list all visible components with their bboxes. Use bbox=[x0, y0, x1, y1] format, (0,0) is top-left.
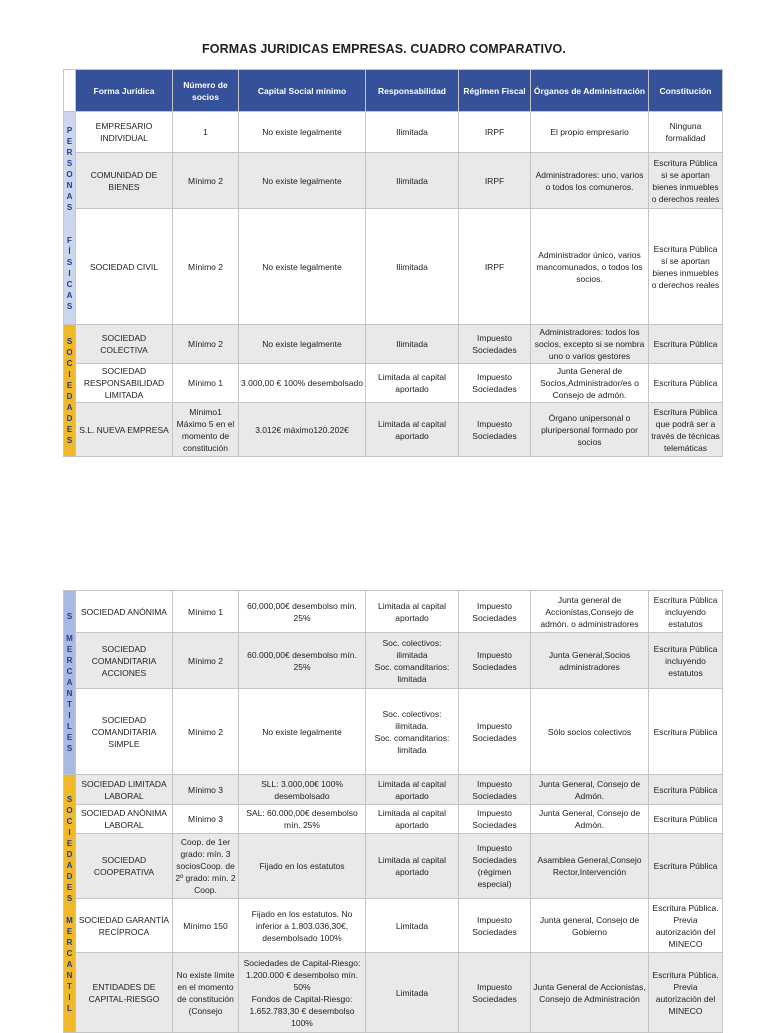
cell-responsabilidad: Ilimitada bbox=[366, 112, 459, 153]
cell-fiscal: Impuesto Sociedades bbox=[459, 325, 531, 364]
cell-socios: Mínimo 1 bbox=[173, 364, 239, 403]
cell-socios: Mínimo 2 bbox=[173, 209, 239, 325]
table-row bbox=[64, 209, 723, 325]
header-forma: Forma Jurídica bbox=[76, 70, 173, 112]
cell-forma: SOCIEDAD GARANTÍA RECÍPROCA bbox=[76, 899, 173, 953]
cell-socios: Mínimo 150 bbox=[173, 899, 239, 953]
table-row bbox=[64, 591, 723, 633]
table-row bbox=[64, 153, 723, 209]
cell-fiscal: Impuesto Sociedades bbox=[459, 403, 531, 457]
header-blank bbox=[64, 70, 76, 112]
cell-capital: No existe legalmente bbox=[239, 209, 366, 325]
cell-constitucion: Escritura Pública que podrá ser a través de técnicas telemáticas bbox=[649, 403, 723, 457]
comparison-table-bottom bbox=[63, 590, 723, 1033]
cell-constitucion: Escritura Pública bbox=[649, 775, 723, 805]
cell-responsabilidad: Ilimitada bbox=[366, 325, 459, 364]
cell-capital: SAL: 60.000,00€ desembolso mín. 25% bbox=[239, 805, 366, 834]
cell-constitucion: Escritura Pública bbox=[649, 805, 723, 834]
cell-socios: 1 bbox=[173, 112, 239, 153]
cell-responsabilidad: Limitada al capital aportado bbox=[366, 834, 459, 899]
cell-organos: El propio empresario bbox=[531, 112, 649, 153]
table-row bbox=[64, 834, 723, 899]
cell-constitucion: Escritura Pública. Previa autorización del MINECO bbox=[649, 899, 723, 953]
cell-responsabilidad: Ilimitada bbox=[366, 209, 459, 325]
header-socios: Número de socios bbox=[173, 70, 239, 112]
side-label-sociedades: S O C I E D A D E S bbox=[64, 325, 76, 457]
cell-forma: EMPRESARIO INDIVIDUAL bbox=[76, 112, 173, 153]
table-row bbox=[64, 403, 723, 457]
cell-constitucion: Escritura Pública bbox=[649, 689, 723, 775]
header-responsabilidad: Responsabilidad bbox=[366, 70, 459, 112]
cell-capital: No existe legalmente bbox=[239, 112, 366, 153]
cell-organos: Junta General de Accionistas, Consejo de Administración bbox=[531, 953, 649, 1033]
cell-socios: No existe límite en el momento de constitución (Consejo bbox=[173, 953, 239, 1033]
cell-forma: SOCIEDAD ANÓNIMA bbox=[76, 591, 173, 633]
cell-socios: Coop. de 1er grado: mín. 3 sociosCoop. de 2º grado: mín. 2 Coop. bbox=[173, 834, 239, 899]
cell-organos: Asamblea General,Consejo Rector,Intervención bbox=[531, 834, 649, 899]
cell-capital: 3.000,00 € 100% desembolsado bbox=[239, 364, 366, 403]
cell-fiscal: Impuesto Sociedades bbox=[459, 364, 531, 403]
header-capital: Capital Social mínimo bbox=[239, 70, 366, 112]
cell-capital: Fijado en los estatutos bbox=[239, 834, 366, 899]
table-row bbox=[64, 689, 723, 775]
cell-socios: Mínimo1 Máximo 5 en el momento de constitución bbox=[173, 403, 239, 457]
cell-fiscal: Impuesto Sociedades bbox=[459, 805, 531, 834]
cell-responsabilidad: Limitada bbox=[366, 953, 459, 1033]
cell-forma: SOCIEDAD COLECTIVA bbox=[76, 325, 173, 364]
cell-socios: Mínimo 3 bbox=[173, 775, 239, 805]
cell-capital: 60.000,00€ desembolso mín. 25% bbox=[239, 591, 366, 633]
cell-fiscal: IRPF bbox=[459, 153, 531, 209]
table-row bbox=[64, 953, 723, 1033]
header-row bbox=[64, 70, 723, 112]
cell-capital: 3.012€ máximo120.202€ bbox=[239, 403, 366, 457]
cell-forma: COMUNIDAD DE BIENES bbox=[76, 153, 173, 209]
table-row bbox=[64, 364, 723, 403]
cell-organos: Junta General, Consejo de Admón. bbox=[531, 805, 649, 834]
cell-responsabilidad: Limitada al capital aportado bbox=[366, 591, 459, 633]
header-organos: Órganos de Administración bbox=[531, 70, 649, 112]
cell-capital: Fijado en los estatutos. No inferior a 1.803.036,30€, desembolsado 100% bbox=[239, 899, 366, 953]
table-row bbox=[64, 899, 723, 953]
cell-organos: Administrador único, varios mancomunados, o todos los socios. bbox=[531, 209, 649, 325]
table-row bbox=[64, 805, 723, 834]
cell-forma: ENTIDADES DE CAPITAL-RIESGO bbox=[76, 953, 173, 1033]
cell-organos: Órgano unipersonal o pluripersonal formado por socios bbox=[531, 403, 649, 457]
table-row bbox=[64, 325, 723, 364]
side-label-mercantiles: S M E R C A N T I L E S bbox=[64, 591, 76, 775]
cell-socios: Mínimo 2 bbox=[173, 325, 239, 364]
cell-responsabilidad: Limitada al capital aportado bbox=[366, 775, 459, 805]
cell-fiscal: Impuesto Sociedades bbox=[459, 633, 531, 689]
table-row bbox=[64, 112, 723, 153]
comparison-table-top bbox=[63, 69, 723, 457]
cell-organos: Junta General,Socios administradores bbox=[531, 633, 649, 689]
cell-organos: Junta General de Socios,Administrador/es o Consejo de admón. bbox=[531, 364, 649, 403]
cell-responsabilidad: Limitada al capital aportado bbox=[366, 403, 459, 457]
cell-responsabilidad: Ilimitada bbox=[366, 153, 459, 209]
side-label-personas-fisicas: P E R S O N A S F Í S I C A S bbox=[64, 112, 76, 325]
cell-forma: SOCIEDAD ANÓNIMA LABORAL bbox=[76, 805, 173, 834]
cell-constitucion: Escritura Pública incluyendo estatutos bbox=[649, 591, 723, 633]
cell-forma: S.L. NUEVA EMPRESA bbox=[76, 403, 173, 457]
table-row bbox=[64, 633, 723, 689]
header-constitucion: Constitución bbox=[649, 70, 723, 112]
cell-forma: SOCIEDAD COMANDITARIA ACCIONES bbox=[76, 633, 173, 689]
cell-constitucion: Escritura Pública si se aportan bienes inmuebles o derechos reales bbox=[649, 209, 723, 325]
page-title: FORMAS JURIDICAS EMPRESAS. CUADRO COMPARATIVO. bbox=[202, 42, 566, 56]
cell-capital: 60.000,00€ desembolso mín. 25% bbox=[239, 633, 366, 689]
cell-responsabilidad: Limitada al capital aportado bbox=[366, 364, 459, 403]
cell-constitucion: Escritura Pública si se aportan bienes inmuebles o derechos reales bbox=[649, 153, 723, 209]
cell-capital: SLL: 3.000,00€ 100% desembolsado bbox=[239, 775, 366, 805]
cell-fiscal: Impuesto Sociedades bbox=[459, 775, 531, 805]
cell-responsabilidad: Soc. colectivos: ilimitada. Soc. comanditarios: limitada bbox=[366, 689, 459, 775]
cell-organos: Junta general, Consejo de Gobierno bbox=[531, 899, 649, 953]
cell-capital: No existe legalmente bbox=[239, 153, 366, 209]
cell-fiscal: Impuesto Sociedades (régimen especial) bbox=[459, 834, 531, 899]
cell-constitucion: Escritura Pública. Previa autorización del MINECO bbox=[649, 953, 723, 1033]
cell-fiscal: IRPF bbox=[459, 209, 531, 325]
cell-socios: Mínimo 2 bbox=[173, 153, 239, 209]
cell-responsabilidad: Soc. colectivos: ilimitada Soc. comanditarios: limitada bbox=[366, 633, 459, 689]
header-fiscal: Régimen Fiscal bbox=[459, 70, 531, 112]
cell-forma: SOCIEDAD COMANDITARIA SIMPLE bbox=[76, 689, 173, 775]
cell-fiscal: Impuesto Sociedades bbox=[459, 689, 531, 775]
cell-forma: SOCIEDAD LIMITADA LABORAL bbox=[76, 775, 173, 805]
cell-fiscal: Impuesto Sociedades bbox=[459, 953, 531, 1033]
cell-constitucion: Escritura Pública bbox=[649, 834, 723, 899]
cell-forma: SOCIEDAD CIVIL bbox=[76, 209, 173, 325]
cell-forma: SOCIEDAD COOPERATIVA bbox=[76, 834, 173, 899]
cell-constitucion: Escritura Pública bbox=[649, 364, 723, 403]
cell-fiscal: Impuesto Sociedades bbox=[459, 591, 531, 633]
cell-socios: Mínimo 1 bbox=[173, 591, 239, 633]
cell-socios: Mínimo 2 bbox=[173, 633, 239, 689]
cell-capital: No existe legalmente bbox=[239, 689, 366, 775]
cell-constitucion: Ninguna formalidad bbox=[649, 112, 723, 153]
cell-socios: Mínimo 3 bbox=[173, 805, 239, 834]
side-label-sociedades-mercantiles: S O C I E D A D E S M E R C A N T I L bbox=[64, 775, 76, 1033]
cell-capital: No existe legalmente bbox=[239, 325, 366, 364]
cell-organos: Junta General, Consejo de Admón. bbox=[531, 775, 649, 805]
cell-fiscal: IRPF bbox=[459, 112, 531, 153]
cell-capital: Sociedades de Capital-Riesgo: 1.200.000 € desembolso mín. 50% Fondos de Capital-Riesgo: 1.652.783,30 € desembolso 100% bbox=[239, 953, 366, 1033]
cell-forma: SOCIEDAD RESPONSABILIDAD LIMITADA bbox=[76, 364, 173, 403]
cell-organos: Junta general de Accionistas,Consejo de admón. o administradores bbox=[531, 591, 649, 633]
cell-responsabilidad: Limitada bbox=[366, 899, 459, 953]
cell-responsabilidad: Limitada al capital aportado bbox=[366, 805, 459, 834]
cell-constitucion: Escritura Pública incluyendo estatutos bbox=[649, 633, 723, 689]
cell-socios: Mínimo 2 bbox=[173, 689, 239, 775]
cell-constitucion: Escritura Pública bbox=[649, 325, 723, 364]
cell-fiscal: Impuesto Sociedades bbox=[459, 899, 531, 953]
cell-organos: Administradores: uno, varios o todos los comuneros. bbox=[531, 153, 649, 209]
table-row bbox=[64, 775, 723, 805]
cell-organos: Administradores: todos los socios, excepto si se nombra uno o varios gestores bbox=[531, 325, 649, 364]
cell-organos: Sólo socios colectivos bbox=[531, 689, 649, 775]
